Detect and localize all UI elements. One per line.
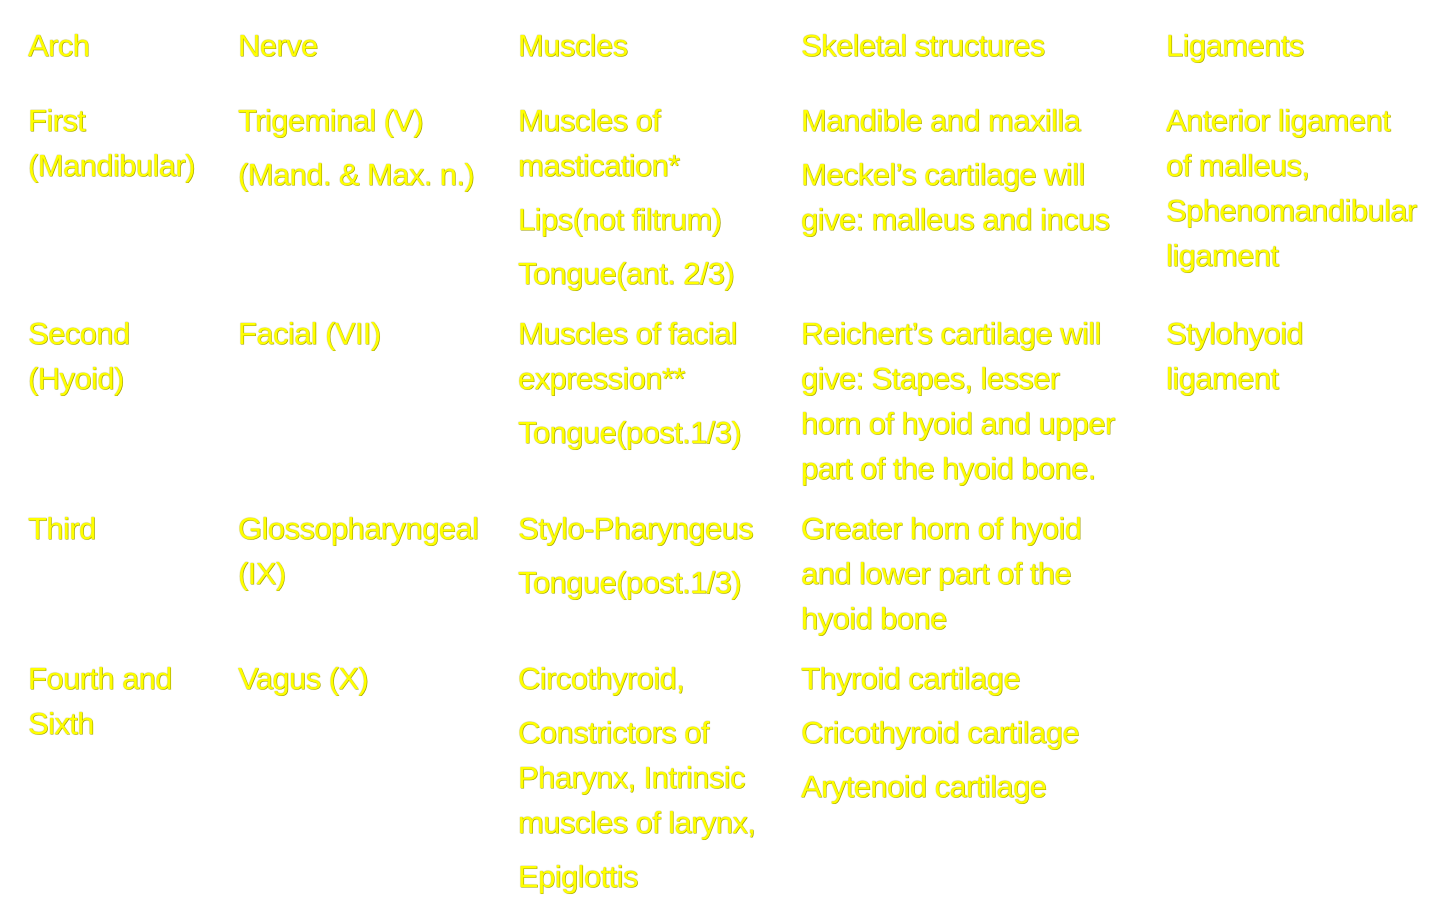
nerve-paragraph — [238, 656, 368, 701]
arch-line: Third — [28, 511, 96, 546]
skeletal-line: give: Stapes, lesser — [801, 361, 1060, 396]
row-first-nerve — [238, 98, 474, 197]
nerve-paragraph — [238, 98, 474, 143]
muscles-paragraph — [518, 560, 753, 605]
muscles-paragraph — [518, 506, 753, 551]
skeletal-line: Thyroid cartilage — [801, 661, 1020, 696]
muscles-line: mastication* — [518, 148, 680, 183]
skeletal-line: Arytenoid cartilage — [801, 769, 1047, 804]
muscles-line: muscles of larynx, — [518, 805, 756, 840]
muscles-line: expression** — [518, 361, 685, 396]
skeletal-paragraph — [801, 506, 1081, 641]
muscles-paragraph — [518, 854, 755, 899]
muscles-line: Tongue(ant. 2/3) — [518, 256, 735, 291]
row-second-arch — [28, 311, 130, 401]
nerve-line: Vagus (X) — [238, 661, 369, 696]
arch-line: Second — [28, 316, 130, 351]
arch-line: Sixth — [28, 706, 94, 741]
nerve-line: (Mand. & Max. n.) — [238, 157, 475, 192]
arch-line: First — [28, 103, 86, 138]
nerve-line: (IX) — [238, 556, 286, 591]
row-first-muscles — [518, 98, 734, 296]
skeletal-paragraph — [801, 656, 1079, 701]
header-skeletal-structures: Skeletal structures — [801, 28, 1045, 63]
row-fourth-sixth-nerve — [238, 656, 368, 701]
muscles-line: Constrictors of — [518, 715, 709, 750]
muscles-line: Pharynx, Intrinsic — [518, 760, 745, 795]
row-fourth-sixth-muscles — [518, 656, 755, 899]
header-muscles: Muscles — [518, 28, 628, 63]
arch-line: (Hyoid) — [28, 361, 124, 396]
nerve-line: Glossopharyngeal — [238, 511, 479, 546]
muscles-line: Tongue(post.1/3) — [518, 415, 742, 450]
row-second-muscles — [518, 311, 741, 455]
nerve-paragraph — [238, 506, 478, 596]
nerve-paragraph — [238, 311, 381, 356]
skeletal-paragraph — [801, 152, 1109, 242]
ligament-line: ligament — [1166, 238, 1279, 273]
skeletal-line: and lower part of the — [801, 556, 1072, 591]
nerve-line: Facial (VII) — [238, 316, 381, 351]
muscles-line: Lips(not filtrum) — [518, 202, 722, 237]
muscles-line: Epiglottis — [518, 859, 638, 894]
ligament-line: Stylohyoid — [1166, 316, 1304, 351]
muscles-paragraph — [518, 311, 741, 401]
muscles-line: Stylo-Pharyngeus — [518, 511, 754, 546]
row-second-skeletal — [801, 311, 1115, 491]
skeletal-line: Cricothyroid cartilage — [801, 715, 1079, 750]
muscles-paragraph — [518, 656, 755, 701]
skeletal-line: give: malleus and incus — [801, 202, 1110, 237]
row-third-arch — [28, 506, 96, 551]
row-first-arch — [28, 98, 195, 188]
row-third-muscles — [518, 506, 753, 605]
skeletal-paragraph — [801, 98, 1109, 143]
muscles-paragraph — [518, 410, 741, 455]
muscles-paragraph — [518, 710, 755, 845]
ligament-line: ligament — [1166, 361, 1279, 396]
skeletal-line: part of the hyoid bone. — [801, 451, 1096, 486]
skeletal-line: Reichert’s cartilage will — [801, 316, 1101, 351]
row-fourth-sixth-arch — [28, 656, 172, 746]
header-ligaments: Ligaments — [1166, 28, 1304, 63]
skeletal-line: hyoid bone — [801, 601, 947, 636]
muscles-line: Circothyroid, — [518, 661, 685, 696]
skeletal-line: Greater horn of hyoid — [801, 511, 1082, 546]
header-nerve: Nerve — [238, 28, 318, 63]
skeletal-line: Meckel’s cartilage will — [801, 157, 1085, 192]
skeletal-line: Mandible and maxilla — [801, 103, 1081, 138]
nerve-line: Trigeminal (V) — [238, 103, 424, 138]
nerve-paragraph — [238, 152, 474, 197]
muscles-paragraph — [518, 197, 734, 242]
header-arch: Arch — [28, 28, 90, 63]
skeletal-paragraph — [801, 311, 1115, 491]
arch-line: (Mandibular) — [28, 148, 195, 183]
muscles-paragraph — [518, 98, 734, 188]
row-second-ligaments — [1166, 311, 1303, 401]
ligament-line: of malleus, — [1166, 148, 1310, 183]
skeletal-paragraph — [801, 764, 1079, 809]
arch-line: Fourth and — [28, 661, 172, 696]
ligament-line: Anterior ligament — [1166, 103, 1391, 138]
muscles-line: Muscles of facial — [518, 316, 737, 351]
row-third-nerve — [238, 506, 478, 596]
skeletal-paragraph — [801, 710, 1079, 755]
row-first-ligaments — [1166, 98, 1417, 278]
row-fourth-sixth-skeletal — [801, 656, 1079, 809]
ligament-line: Sphenomandibular — [1166, 193, 1417, 228]
muscles-line: Muscles of — [518, 103, 661, 138]
muscles-line: Tongue(post.1/3) — [518, 565, 742, 600]
row-second-nerve — [238, 311, 381, 356]
muscles-paragraph — [518, 251, 734, 296]
skeletal-line: horn of hyoid and upper — [801, 406, 1115, 441]
row-third-skeletal — [801, 506, 1081, 641]
row-first-skeletal — [801, 98, 1109, 242]
